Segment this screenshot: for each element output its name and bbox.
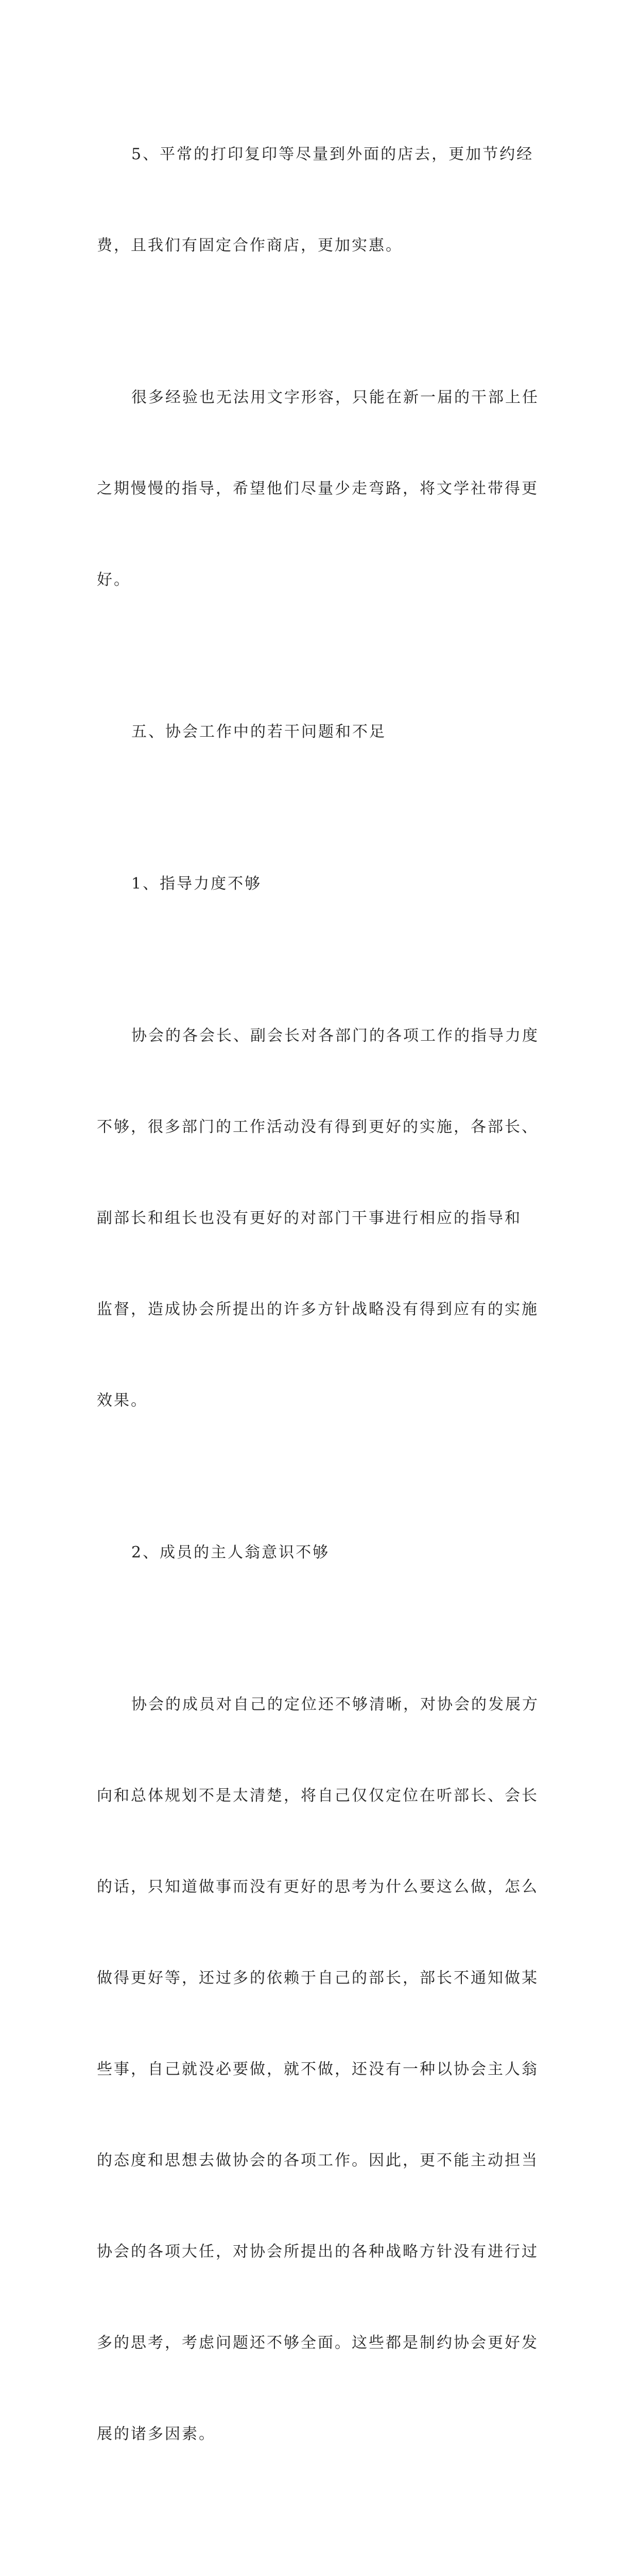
text-line: 很多经验也无法用文字形容，只能在新一届的干部上任 xyxy=(131,388,539,406)
text-line: 1、指导力度不够 xyxy=(131,875,262,893)
text-line: 的话，只知道做事而没有更好的思考为什么要这么做，怎么 xyxy=(97,1878,539,1896)
subsection-heading xyxy=(97,1477,540,1629)
subsection-heading xyxy=(97,2510,540,2576)
subsection-heading xyxy=(97,808,540,960)
text-line: 副部长和组长也没有更好的对部门干事进行相应的指导和 xyxy=(97,1209,522,1227)
document-body xyxy=(97,78,540,2576)
text-line: 展的诸多因素。 xyxy=(97,2425,216,2443)
text-line: 2、成员的主人翁意识不够 xyxy=(131,1544,330,1562)
text-line: 之期慢慢的指导，希望他们尽量少走弯路，将文学社带得更 xyxy=(97,480,539,498)
paragraph xyxy=(97,960,540,1477)
text-line: 五、协会工作中的若干问题和不足 xyxy=(131,723,386,741)
text-line xyxy=(97,2571,540,2576)
text-line: 些事，自己就没必要做，就不做，还没有一种以协会主人翁 xyxy=(97,2060,539,2078)
text-line: 多的思考，考虑问题还不够全面。这些都是制约协会更好发 xyxy=(97,2334,539,2352)
text-line: 协会的各会长、副会长对各部门的各项工作的指导力度 xyxy=(131,1027,539,1045)
paragraph xyxy=(97,78,540,321)
paragraph xyxy=(97,1629,540,2510)
text-line: 做得更好等，还过多的依赖于自己的部长，部长不通知做某 xyxy=(97,1969,539,1987)
text-line: 的态度和思想去做协会的各项工作。因此，更不能主动担当 xyxy=(97,2151,539,2170)
text-line: 费，且我们有固定合作商店，更加实惠。 xyxy=(97,236,403,255)
text-line: 监督，造成协会所提出的许多方针战略没有得到应有的实施 xyxy=(97,1300,539,1318)
text-line: 协会的成员对自己的定位还不够清晰，对协会的发展方 xyxy=(131,1696,539,1714)
section-heading xyxy=(97,656,540,808)
text-line: 效果。 xyxy=(97,1392,148,1410)
text-line: 协会的各项大任，对协会所提出的各种战略方针没有进行过 xyxy=(97,2243,539,2261)
text-line: 不够，很多部门的工作活动没有得到更好的实施，各部长、 xyxy=(97,1118,539,1136)
paragraph xyxy=(97,321,540,656)
text-line: 5、平常的打印复印等尽量到外面的店去，更加节约经 xyxy=(131,145,534,163)
text-line: 好。 xyxy=(97,571,131,589)
text-line: 向和总体规划不是太清楚，将自己仅仅定位在听部长、会长 xyxy=(97,1787,539,1805)
